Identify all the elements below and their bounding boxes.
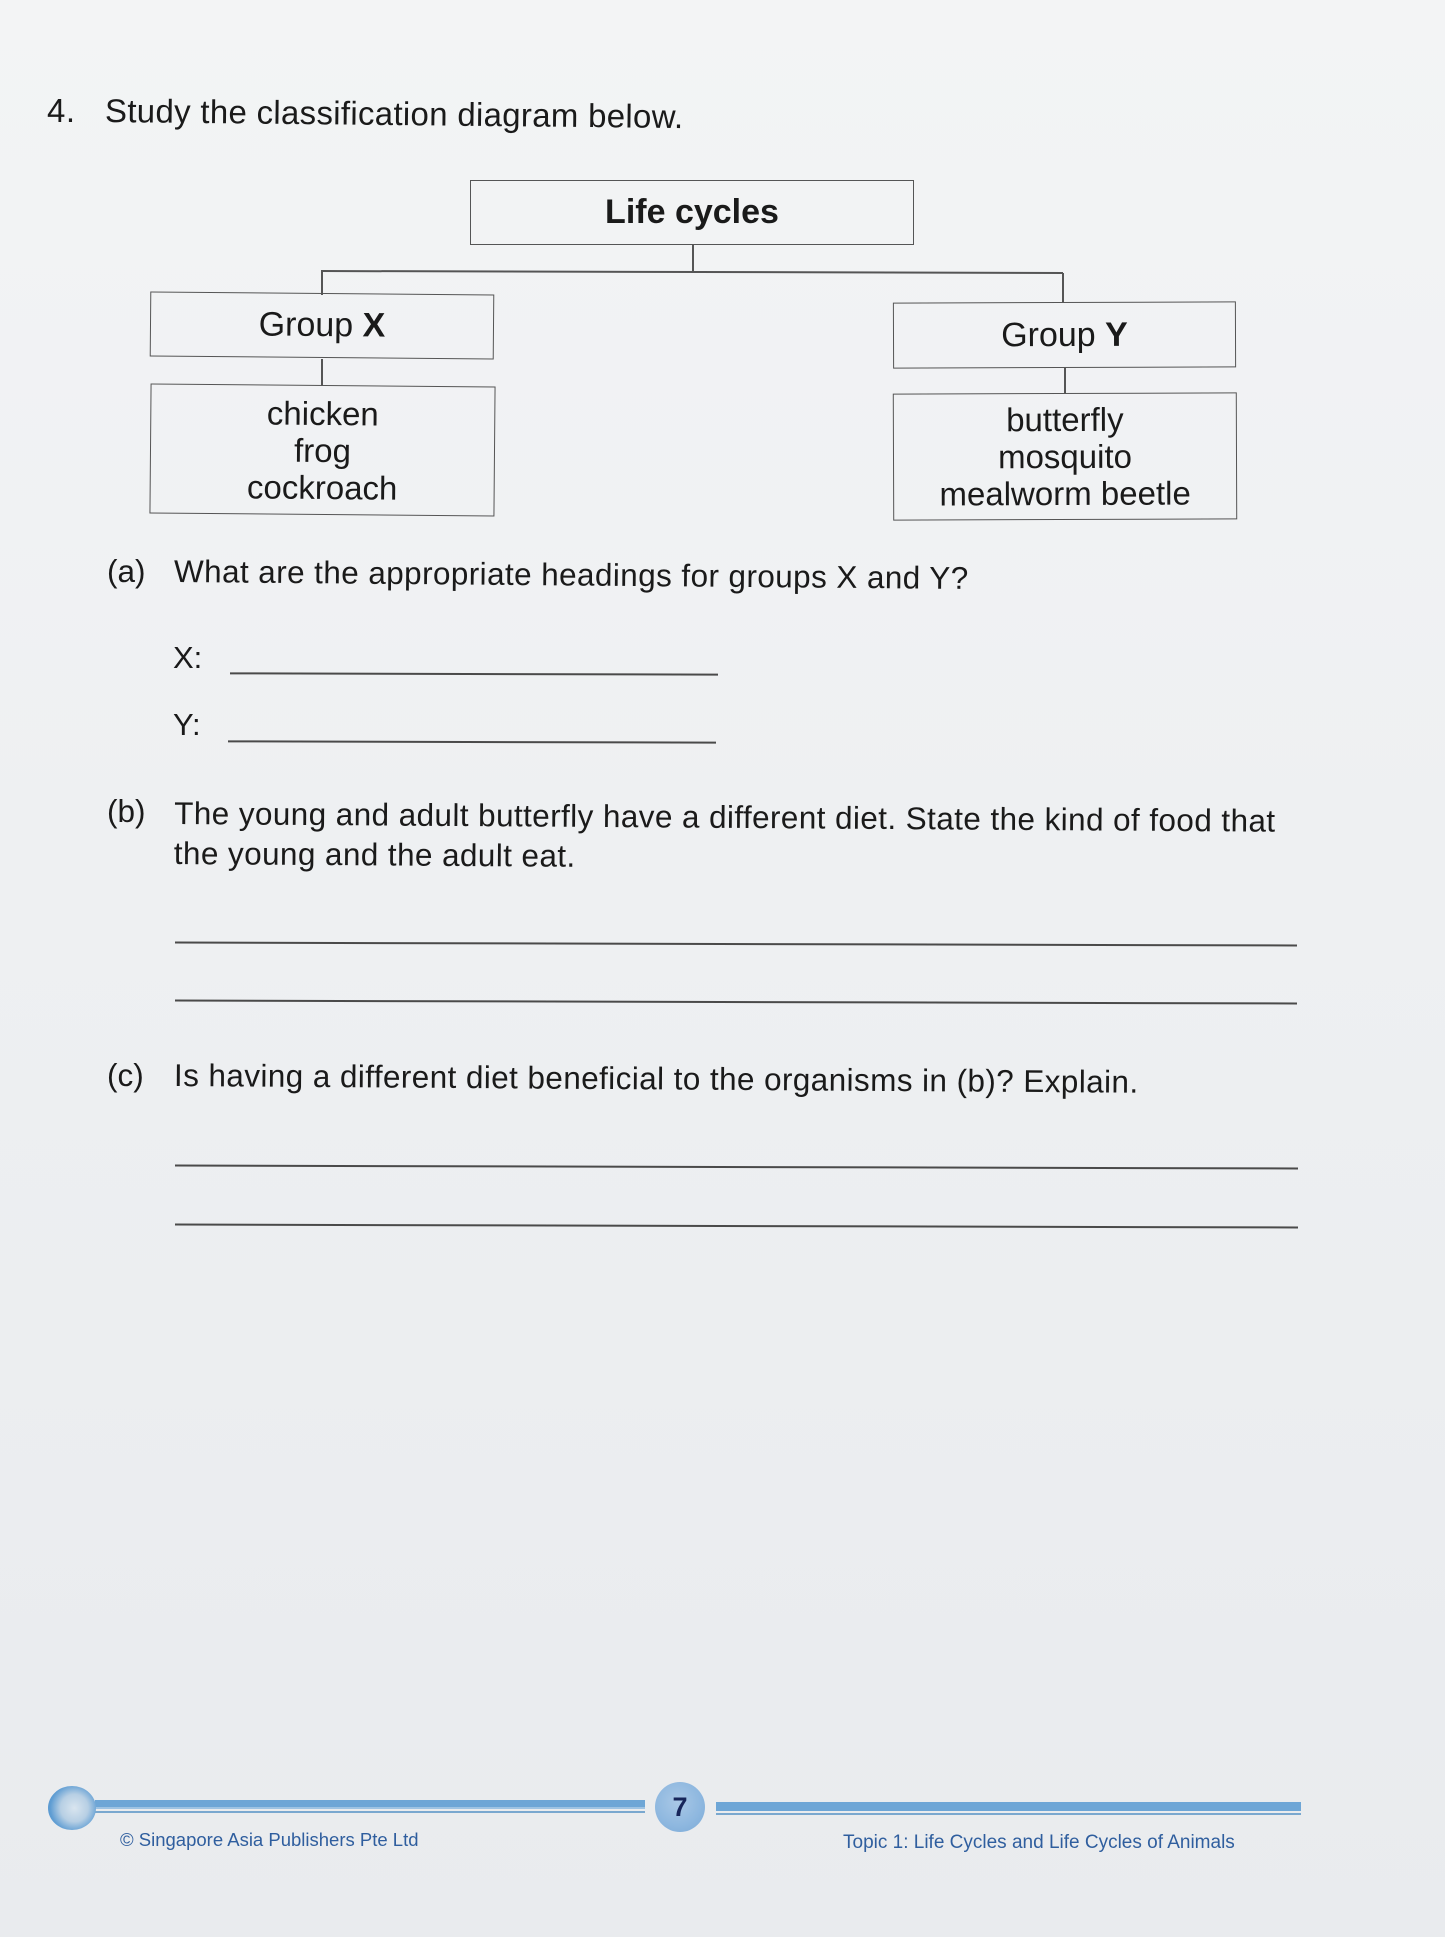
- answer-x-label: X:: [173, 640, 203, 675]
- group-x-members-box: [149, 383, 495, 516]
- group-x-member: cockroach: [246, 467, 398, 507]
- topic-title: Topic 1: Life Cycles and Life Cycles of Animals: [843, 1832, 1235, 1853]
- page-number: 7: [672, 1791, 688, 1822]
- footer-rule-right-underline: [716, 1813, 1301, 1815]
- page-number-badge: [655, 1782, 705, 1832]
- group-y-box: [893, 301, 1236, 368]
- part-b-label: (b): [107, 793, 146, 829]
- group-y-member: butterfly: [1006, 400, 1124, 439]
- answer-x-line[interactable]: [230, 672, 718, 675]
- answer-c-line-1[interactable]: [175, 1165, 1298, 1170]
- diagram-root-label: Life cycles: [605, 193, 779, 231]
- group-x-member: chicken: [266, 394, 379, 432]
- answer-b-line-1[interactable]: [175, 942, 1297, 947]
- answer-y-label: Y:: [173, 707, 201, 742]
- group-y-members-box: [893, 392, 1237, 520]
- group-y-letter: Y: [1105, 315, 1128, 354]
- group-x-label: [259, 305, 386, 345]
- group-y-label: [1001, 315, 1128, 354]
- connector-root-down: [692, 245, 694, 273]
- answer-y-line[interactable]: [228, 740, 716, 743]
- publisher-logo-icon: [48, 1786, 96, 1830]
- group-y-member: mealworm beetle: [939, 474, 1191, 513]
- footer-rule-left: [95, 1800, 645, 1809]
- group-x-letter: X: [362, 306, 386, 345]
- question-number: 4.: [47, 92, 76, 129]
- connector-horizontal: [321, 270, 1063, 274]
- group-x-member: frog: [293, 431, 352, 469]
- question-prompt: Study the classification diagram below.: [104, 92, 684, 136]
- footer-rule-right: [716, 1802, 1301, 1811]
- connector-to-group-y: [1062, 273, 1064, 303]
- footer-rule-left-underline: [95, 1811, 645, 1813]
- group-y-word: Group: [1001, 315, 1096, 354]
- part-a-question: What are the appropriate headings for groups X and Y?: [173, 553, 969, 596]
- group-x-word: Group: [258, 305, 354, 345]
- part-c-question: Is having a different diet beneficial to the organisms in (b)? Explain.: [173, 1057, 1139, 1100]
- connector-group-y-to-list: [1064, 368, 1066, 394]
- group-x-box: [150, 292, 495, 360]
- part-c-label: (c): [107, 1057, 144, 1093]
- answer-b-line-2[interactable]: [175, 1000, 1297, 1005]
- group-y-member: mosquito: [997, 437, 1133, 476]
- connector-to-group-x: [321, 271, 323, 295]
- part-b-question: The young and adult butterfly have a different diet. State the kind of food that the young and the adult eat.: [173, 795, 1276, 874]
- diagram-root-box: [470, 180, 914, 245]
- answer-c-line-2[interactable]: [175, 1224, 1298, 1229]
- copyright-notice: © Singapore Asia Publishers Pte Ltd: [120, 1829, 419, 1850]
- part-a-label: (a): [107, 553, 146, 589]
- connector-group-x-to-list: [321, 359, 323, 386]
